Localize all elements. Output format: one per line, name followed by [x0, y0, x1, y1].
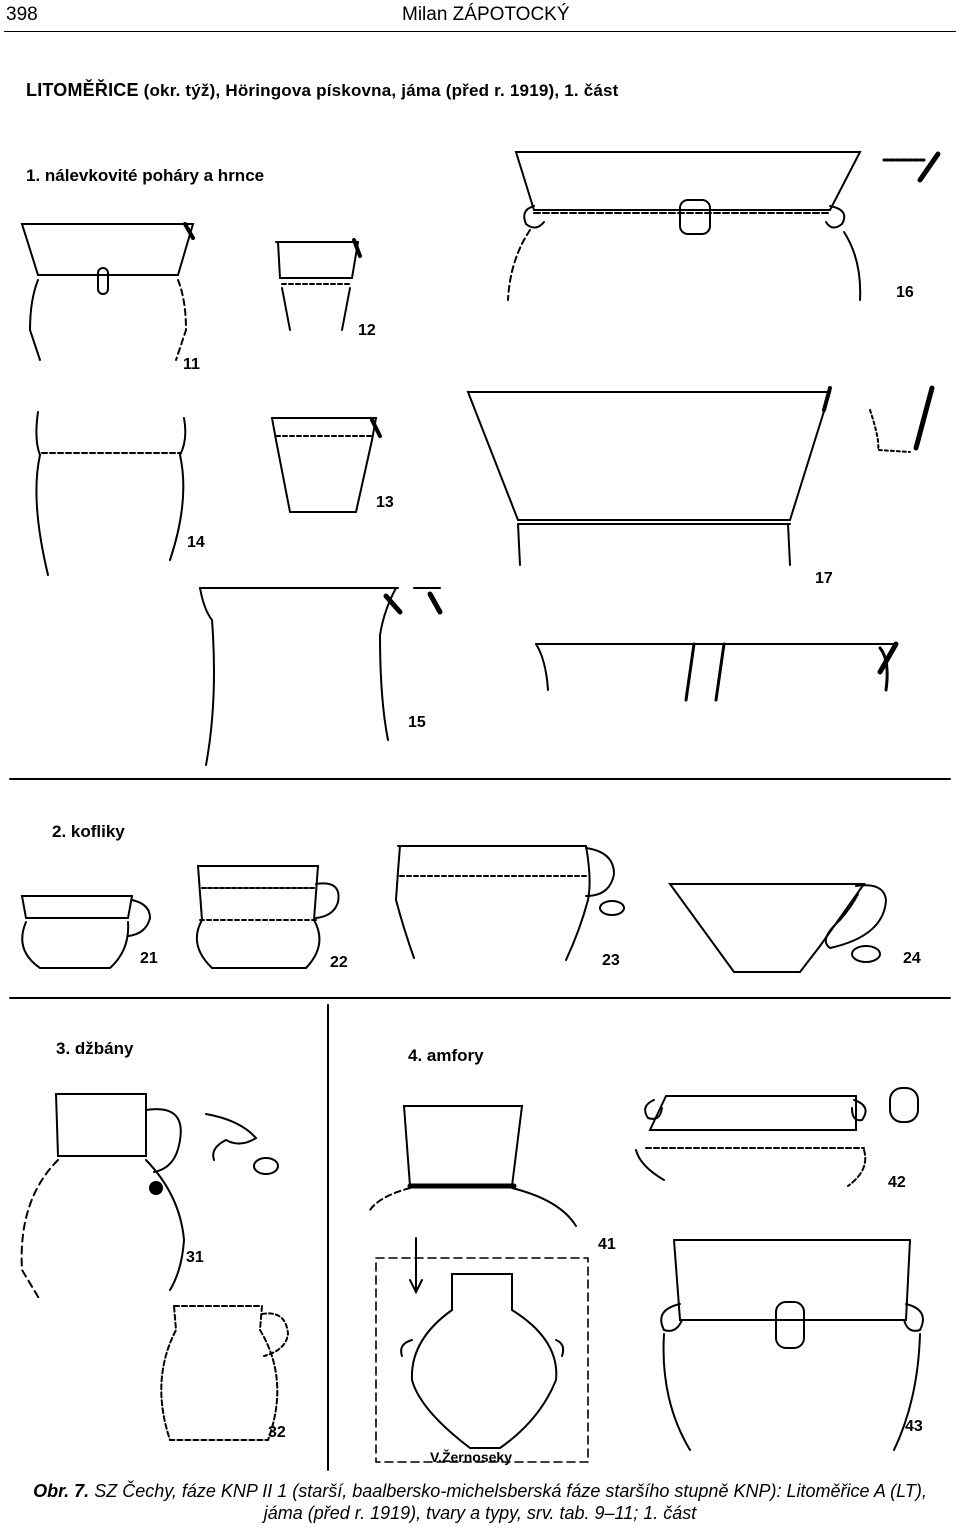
jug-31	[22, 1094, 278, 1300]
section-2-heading: 2. kofliky	[52, 822, 125, 841]
vessel-16	[508, 152, 938, 300]
vessel-number-14: 14	[187, 534, 205, 551]
vessel-number-23: 23	[602, 952, 620, 969]
cup-22	[197, 866, 339, 968]
vessel-number-32: 32	[268, 1424, 286, 1441]
vessel-13	[272, 418, 380, 512]
plate-title-site: LITOMĚŘICE	[26, 80, 139, 100]
vessel-number-21: 21	[140, 950, 158, 967]
vessel-11	[22, 224, 193, 360]
section-1-heading: 1. nálevkovité poháry a hrnce	[26, 166, 265, 185]
figure-caption	[0, 1480, 960, 1524]
vessel-number-12: 12	[358, 322, 376, 339]
caption-label: Obr. 7.	[33, 1481, 90, 1501]
site-label: V.Žernoseky	[430, 1449, 512, 1465]
section-4-heading: 4. amfory	[408, 1046, 484, 1065]
vessel-number-41: 41	[598, 1236, 616, 1253]
vessel-number-15: 15	[408, 714, 426, 731]
pottery-drawings	[0, 34, 960, 1474]
cup-23	[396, 846, 624, 960]
vessel-number-13: 13	[376, 494, 394, 511]
running-author: Milan ZÁPOTOCKÝ	[402, 4, 570, 25]
amphora-43	[661, 1240, 923, 1450]
jug-32	[161, 1306, 288, 1440]
vessel-14	[36, 412, 185, 575]
caption-line-1: SZ Čechy, fáze KNP II 1 (starší, baalbersko-michelsberská fáze staršího stupně KNP): Litoměřice A (LT),	[89, 1481, 927, 1501]
cup-24	[670, 884, 886, 972]
caption-line-2: jáma (před r. 1919), tvary a typy, srv. tab. 9–11; 1. část	[263, 1503, 697, 1523]
vessel-17	[468, 388, 932, 565]
vessel-number-31: 31	[186, 1249, 204, 1266]
vessel-number-16: 16	[896, 284, 914, 301]
vessel-number-42: 42	[888, 1174, 906, 1191]
vessel-17-lower	[536, 644, 896, 700]
vessel-number-22: 22	[330, 954, 348, 971]
amphora-41	[370, 1106, 588, 1462]
vessel-number-24: 24	[903, 950, 921, 967]
vessel-15	[200, 588, 440, 765]
vessel-12	[276, 240, 360, 330]
figure-plate	[0, 34, 960, 1474]
amphora-42	[636, 1088, 918, 1186]
header-rule	[4, 31, 956, 32]
vessel-number-11: 11	[183, 356, 200, 373]
vessel-number-17: 17	[815, 570, 833, 587]
plate-title-rest: (okr. týž), Höringova pískovna, jáma (před r. 1919), 1. část	[138, 81, 619, 100]
page-number: 398	[6, 4, 38, 25]
cup-21	[22, 896, 150, 968]
section-3-heading: 3. džbány	[56, 1039, 134, 1058]
plate-title	[26, 80, 619, 101]
vessel-number-43: 43	[905, 1418, 923, 1435]
page-header	[0, 0, 960, 34]
